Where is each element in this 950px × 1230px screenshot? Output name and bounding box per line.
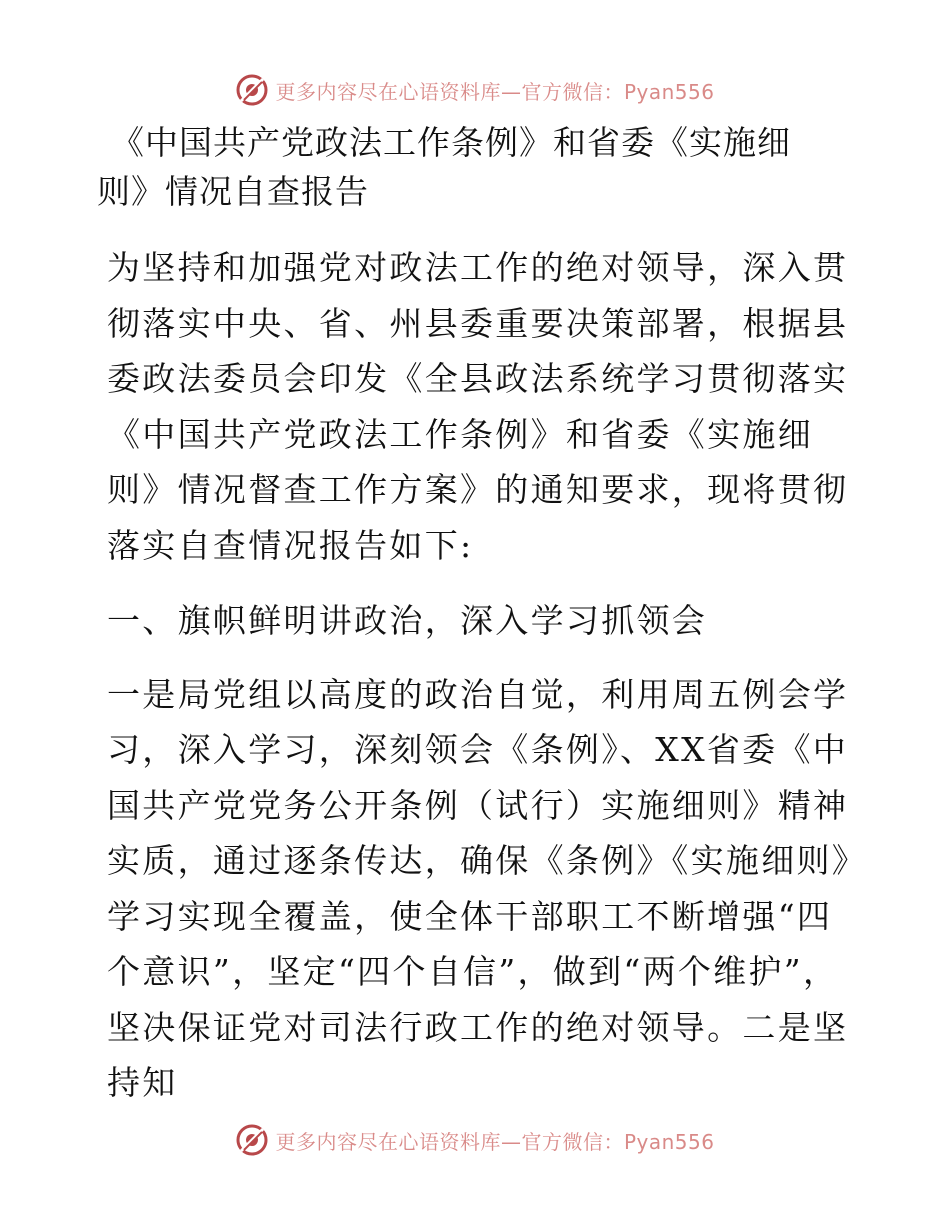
watermark-footer	[0, 1120, 950, 1160]
seal-logo-icon	[235, 73, 269, 107]
title-line-2: 则》情况自查报告	[97, 172, 369, 211]
watermark-header	[0, 70, 950, 110]
seal-logo-icon	[235, 1123, 269, 1157]
section-1-heading: 一、旗帜鲜明讲政治，深入学习抓领会	[107, 601, 708, 640]
watermark-text: 更多内容尽在心语资料库—官方微信：Pyan556	[275, 1129, 715, 1154]
document-title	[97, 118, 857, 216]
watermark-text: 更多内容尽在心语资料库—官方微信：Pyan556	[275, 79, 715, 104]
title-line-1: 《中国共产党政法工作条例》和省委《实施细	[111, 123, 791, 162]
document-body	[97, 118, 857, 1111]
intro-paragraph: 为坚持和加强党对政法工作的绝对领导，深入贯彻落实中央、省、州县委重要决策部署，根据县委政法委员会印发《全县政法系统学习贯彻落实《中国共产党政法工作条例》和省委《实施细则》情况督查工作方案》的通知要求，现将贯彻落实自查情况报告如下:	[107, 248, 849, 565]
section-1-paragraph: 一是局党组以高度的政治自觉，利用周五例会学习，深入学习，深刻领会《条例》、XX省委《中国共产党党务公开条例（试行）实施细则》精神实质，通过逐条传达，确保《条例》《实施细则》学习实现全覆盖，使全体干部职工不断增强“四个意识”，坚定“四个自信”，做到“两个维护”，坚决保证党对司法行政工作的绝对领导。二是坚持知	[107, 674, 851, 1102]
